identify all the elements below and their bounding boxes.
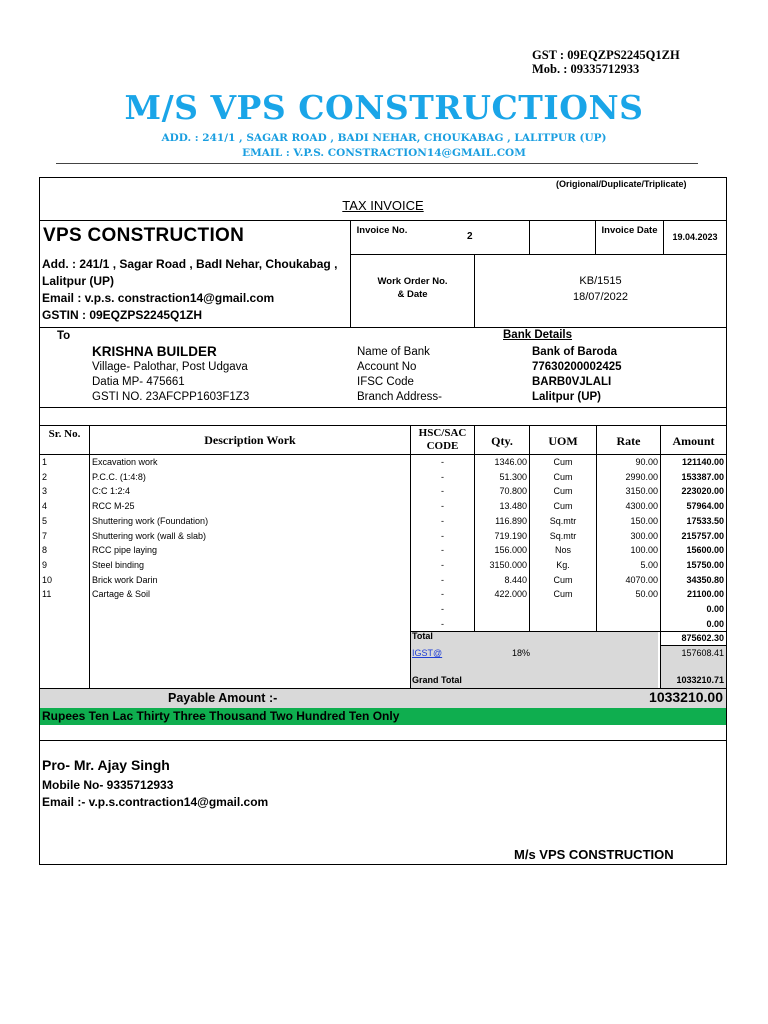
bank-name: Bank of Baroda [532,346,617,358]
work-order-label: Work Order No. [377,276,448,287]
bank-details-title: Bank Details [503,329,573,341]
header-contact [532,48,680,76]
cell-desc: Steel binding [92,559,145,570]
cell-uom: Nos [554,545,571,556]
cell-desc: Brick work Darin [92,574,158,585]
cell-sr: 10 [42,574,53,585]
cell-amount: 21100.00 [686,589,724,600]
cell-desc: Shuttering work (wall & slab) [92,530,207,541]
cell-sr: 11 [42,589,52,600]
cell-qty: 3150.000 [489,559,527,570]
cell-amount: 223020.00 [681,486,724,497]
cell-desc: Shuttering work (Foundation) [92,515,209,526]
cell-qty: 1346.00 [494,457,527,467]
cell-uom: Sq.mtr [549,530,577,541]
company-email: EMAIL : V.P.S. CONSTRACTION14@GMAIL.COM [242,147,526,159]
proprietor-email: Email :- v.p.s.contraction14@gmail.com [42,795,269,809]
cell-amount: 153387.00 [681,471,724,482]
cell-hsc: - [441,559,444,570]
igst-amount: 157608.41 [681,648,724,658]
cell-rate: 100.00 [630,545,658,556]
cell-uom: Kg. [556,559,570,570]
cell-sr: 5 [42,515,48,526]
invoice-date-value: 19.04.2023 [672,232,718,242]
buyer-name: KRISHNA BUILDER [92,344,217,359]
cell-desc: Excavation work [92,457,158,467]
work-order-label-date: & Date [397,289,428,300]
cell-sr: 3 [42,486,48,497]
cell-uom: Cum [553,501,573,512]
invoice-no-value: 2 [467,231,473,242]
cell-rate: 5.00 [640,559,658,570]
cell-desc: Cartage & Soil [92,589,151,600]
buyer-address-line2: Datia MP- 475661 [92,376,185,388]
cell-amount: 0.00 [706,618,724,629]
cell-hsc: - [441,471,444,482]
cell-qty: 116.890 [495,515,527,526]
cell-rate: 4070.00 [625,574,658,585]
cell-uom: Sq.mtr [549,515,577,526]
amount-in-words: Rupees Ten Lac Thirty Three Thousand Two Hundred Ten Only [42,709,400,723]
cell-uom: Cum [553,457,573,467]
cell-amount: 15600.00 [686,545,724,556]
header-gst: GST : 09EQZPS2245Q1ZH [532,48,680,62]
cell-rate: 50.00 [635,589,658,600]
col-qty-header: Qty. [491,434,513,448]
invoice-date-label: Invoice Date [601,225,658,236]
buyer-gst: GSTI NO. 23AFCPP1603F1Z3 [92,391,250,403]
cell-hsc: - [441,486,444,497]
ifsc-label: IFSC Code [357,376,414,388]
bank-name-label: Name of Bank [357,346,430,358]
cell-hsc: - [441,618,444,629]
copy-note: (Origional/Duplicate/Triplicate) [556,179,687,189]
cell-amount: 0.00 [706,604,724,614]
cell-rate: 3150.00 [625,486,658,497]
branch-label: Branch Address- [357,391,443,403]
cell-desc: C:C 1:2:4 [92,486,131,497]
cell-qty: 422.000 [494,589,527,600]
grand-total-amount: 1033210.71 [676,675,724,685]
cell-desc: RCC pipe laying [92,545,158,556]
work-order-date: 18/07/2022 [572,291,629,303]
col-sr-header: Sr. No. [48,428,81,440]
cell-hsc: - [441,574,444,585]
igst-link[interactable]: IGST@ [412,648,443,658]
header-mobile: Mob. : 09335712933 [532,62,640,76]
company-address: ADD. : 241/1 , SAGAR ROAD , BADI NEHAR, CHOUKABAG , LALITPUR (UP) [161,132,607,144]
seller-gstin: GSTIN : 09EQZPS2245Q1ZH [42,308,203,322]
account-number: 77630200002425 [532,361,622,373]
cell-hsc: - [441,545,444,556]
cell-uom: Cum [553,589,573,600]
cell-desc: RCC M-25 [92,501,135,512]
cell-sr: 1 [42,457,48,467]
seller-address-line1: Add. : 241/1 , Sagar Road , BadI Nehar, Choukabag , [42,257,338,271]
total-amount: 875602.30 [681,633,724,643]
cell-hsc: - [441,530,444,541]
cell-rate: 4300.00 [625,501,658,512]
cell-rate: 300.00 [630,530,658,541]
cell-uom: Cum [553,574,573,585]
account-label: Account No [357,361,417,373]
buyer-address-line1: Village- Palothar, Post Udgava [92,361,248,373]
proprietor-mobile: Mobile No- 9335712933 [42,778,174,792]
invoice-title: TAX INVOICE [342,198,424,213]
cell-qty: 51.300 [499,471,527,482]
total-label: Total [412,631,433,641]
cell-uom: Cum [553,486,573,497]
cell-amount: 121140.00 [681,457,724,467]
invoice-frame [39,177,727,865]
cell-rate: 2990.00 [625,471,658,482]
ifsc-code: BARB0VJLALI [532,376,612,388]
cell-amount: 17533.50 [686,515,724,526]
cell-amount: 15750.00 [686,559,724,570]
seller-address-line2: Lalitpur (UP) [42,274,114,288]
cell-qty: 156.000 [494,545,527,556]
cell-hsc: - [441,589,444,600]
col-desc-header: Description Work [204,433,296,447]
cell-desc: P.C.C. (1:4:8) [92,471,146,482]
cell-uom: Cum [553,471,573,482]
cell-amount: 215757.00 [681,530,724,541]
cell-qty: 8.440 [504,574,527,585]
payable-label: Payable Amount :- [168,691,278,705]
branch-address: Lalitpur (UP) [532,391,601,403]
company-name: M/S VPS CONSTRUCTIONS [124,88,644,127]
cell-sr: 4 [42,501,48,512]
seller-email: Email : v.p.s. constraction14@gmail.com [42,291,275,305]
igst-rate: 18% [511,648,530,658]
cell-amount: 34350.80 [686,574,724,585]
payable-amount: 1033210.00 [649,689,723,705]
cell-rate: 150.00 [630,515,658,526]
to-label: To [57,330,71,342]
col-uom-header: UOM [548,434,578,448]
grand-total-label: Grand Total [412,675,462,685]
cell-qty: 719.190 [494,530,527,541]
col-hsc-header: HSC/SAC CODE [418,427,467,452]
amount-in-words-bar [40,708,726,725]
work-order-no: KB/1515 [579,275,622,287]
cell-sr: 8 [42,545,48,556]
signature-company: M/s VPS CONSTRUCTION [514,847,674,862]
cell-hsc: - [441,457,444,467]
col-rate-header: Rate [616,434,641,448]
cell-hsc: - [441,515,444,526]
seller-name: VPS CONSTRUCTION [43,225,245,246]
cell-qty: 13.480 [499,501,527,512]
cell-qty: 70.800 [499,486,527,497]
proprietor-name: Pro- Mr. Ajay Singh [42,757,170,773]
cell-amount: 57964.00 [686,501,724,512]
cell-rate: 90.00 [635,457,658,467]
cell-sr: 2 [42,471,48,482]
cell-sr: 7 [42,530,48,541]
cell-hsc: - [441,501,444,512]
cell-sr: 9 [42,559,48,570]
col-amount-header: Amount [672,434,715,448]
invoice-no-label: Invoice No. [356,225,408,236]
header-divider [56,163,698,164]
cell-hsc: - [441,604,444,614]
